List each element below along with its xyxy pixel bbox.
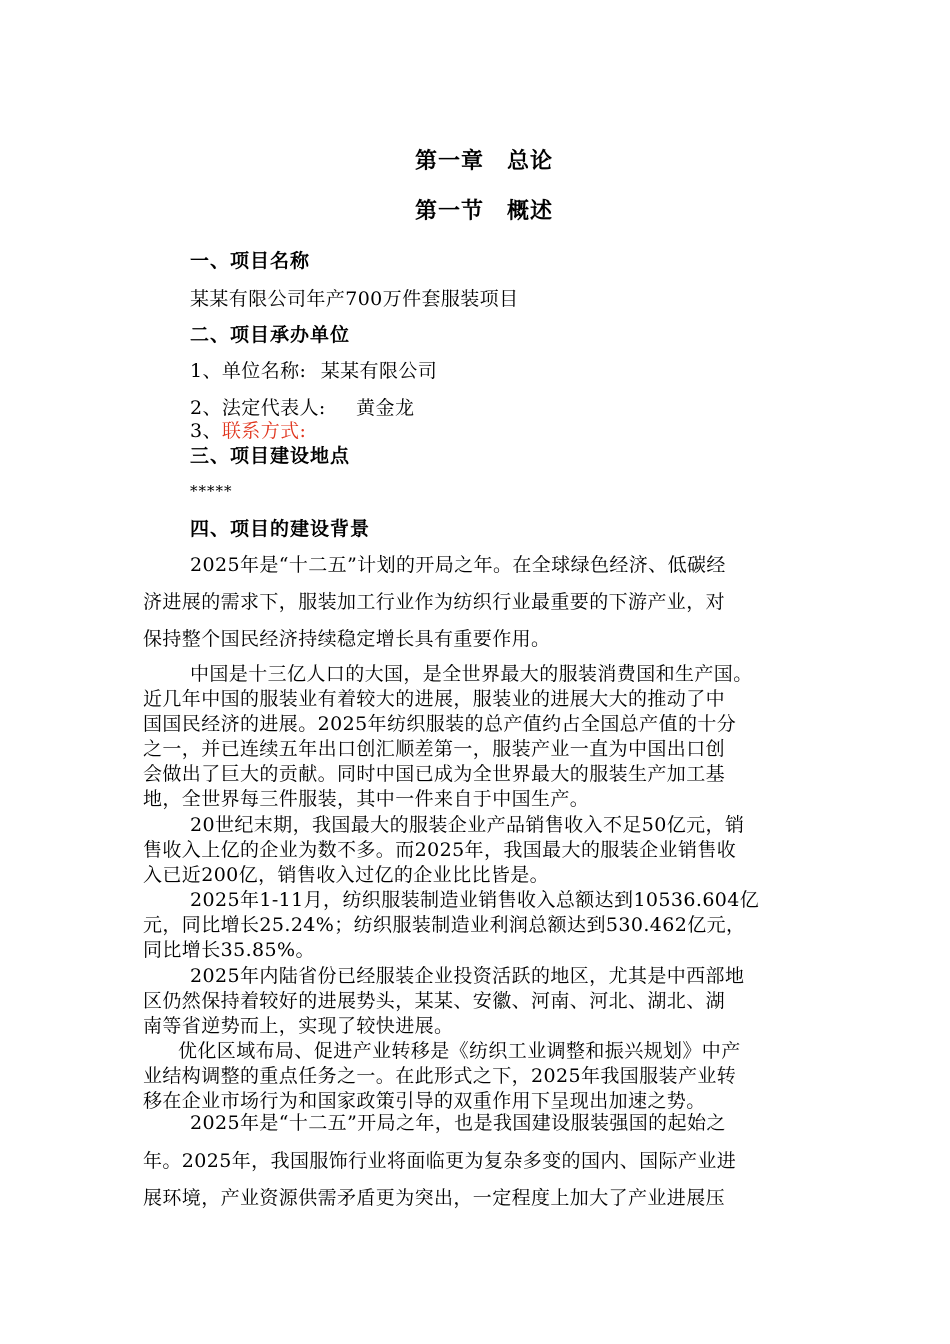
paragraph-line: 售收入上亿的企业为数不多。而2025年，我国最大的服装企业销售收 [143, 839, 737, 861]
heading-location: 三、项目建设地点 [190, 445, 351, 467]
heading-project-name: 一、项目名称 [190, 250, 311, 272]
unit-name-line [190, 356, 437, 383]
paragraph-line: 近几年中国的服装业有着较大的进展，服装业的进展大大的推动了中 [143, 688, 726, 710]
paragraph-line: 入已近200亿，销售收入过亿的企业比比皆是。 [143, 864, 550, 886]
paragraph-line: 国国民经济的进展。2025年纺织服装的总产值约占全国总产值的十分 [143, 713, 737, 735]
paragraph-line: 元，同比增长25.24%；纺织服装制造业利润总额达到530.462亿元， [143, 914, 746, 936]
paragraph-line: 保持整个国民经济持续稳定增长具有重要作用。 [143, 628, 551, 650]
paragraph-line: 区仍然保持着较好的进展势头，某某、安徽、河南、河北、湖北、湖 [143, 990, 726, 1012]
paragraph-line: 南等省逆势而上，实现了较快进展。 [143, 1015, 454, 1037]
contact-prefix: 3、 [190, 420, 222, 442]
paragraph-line: 展环境，产业资源供需矛盾更为突出，一定程度上加大了产业进展压 [143, 1187, 726, 1209]
paragraph-line: 2025年是“十二五”开局之年，也是我国建设服装强国的起始之 [190, 1112, 726, 1134]
heading-project-unit: 二、项目承办单位 [190, 324, 351, 346]
section-title: 第一节 概述 [415, 198, 554, 224]
location-text: ***** [190, 482, 233, 500]
paragraph-line: 2025年内陆省份已经服装企业投资活跃的地区，尤其是中西部地 [190, 965, 745, 987]
paragraph-line: 地，全世界每三件服装，其中一件来自于中国生产。 [143, 788, 590, 810]
paragraph-line: 之一，并已连续五年出口创汇顺差第一，服装产业一直为中国出口创 [143, 738, 726, 760]
paragraph-line: 年。2025年，我国服饰行业将面临更为复杂多变的国内、国际产业进 [143, 1150, 737, 1172]
paragraph-line: 业结构调整的重点任务之一。在此形式之下，2025年我国服装产业转 [143, 1065, 737, 1087]
heading-background: 四、项目的建设背景 [190, 518, 371, 540]
legal-rep-value: 黄金龙 [356, 397, 415, 419]
legal-rep-label: 2、法定代表人: [190, 397, 326, 419]
paragraph-line: 2025年是“十二五”计划的开局之年。在全球绿色经济、低碳经 [190, 554, 726, 576]
paragraph-line: 优化区域布局、促进产业转移是《纺织工业调整和振兴规划》中产 [178, 1040, 741, 1062]
paragraph-line: 济进展的需求下，服装加工行业作为纺织行业最重要的下游产业，对 [143, 591, 726, 613]
unit-name-value: 某某有限公司 [320, 360, 438, 382]
paragraph-line: 2025年1-11月，纺织服装制造业销售收入总额达到10536.604亿 [190, 889, 760, 911]
contact-line [190, 416, 306, 443]
paragraph-line: 移在企业市场行为和国家政策引导的双重作用下呈现出加速之势。 [143, 1090, 706, 1112]
paragraph-line: 20世纪末期，我国最大的服装企业产品销售收入不足50亿元，销 [190, 814, 745, 836]
contact-label: 联系方式: [221, 420, 307, 442]
unit-name-label: 1、单位名称: [190, 360, 307, 382]
paragraph-line: 同比增长35.85%。 [143, 939, 315, 961]
paragraph-line: 中国是十三亿人口的大国，是全世界最大的服装消费国和生产国。 [190, 663, 753, 685]
paragraph-line: 会做出了巨大的贡献。同时中国已成为全世界最大的服装生产加工基 [143, 763, 726, 785]
project-name-text: 某某有限公司年产700万件套服装项目 [190, 288, 519, 310]
chapter-title: 第一章 总论 [415, 148, 554, 174]
